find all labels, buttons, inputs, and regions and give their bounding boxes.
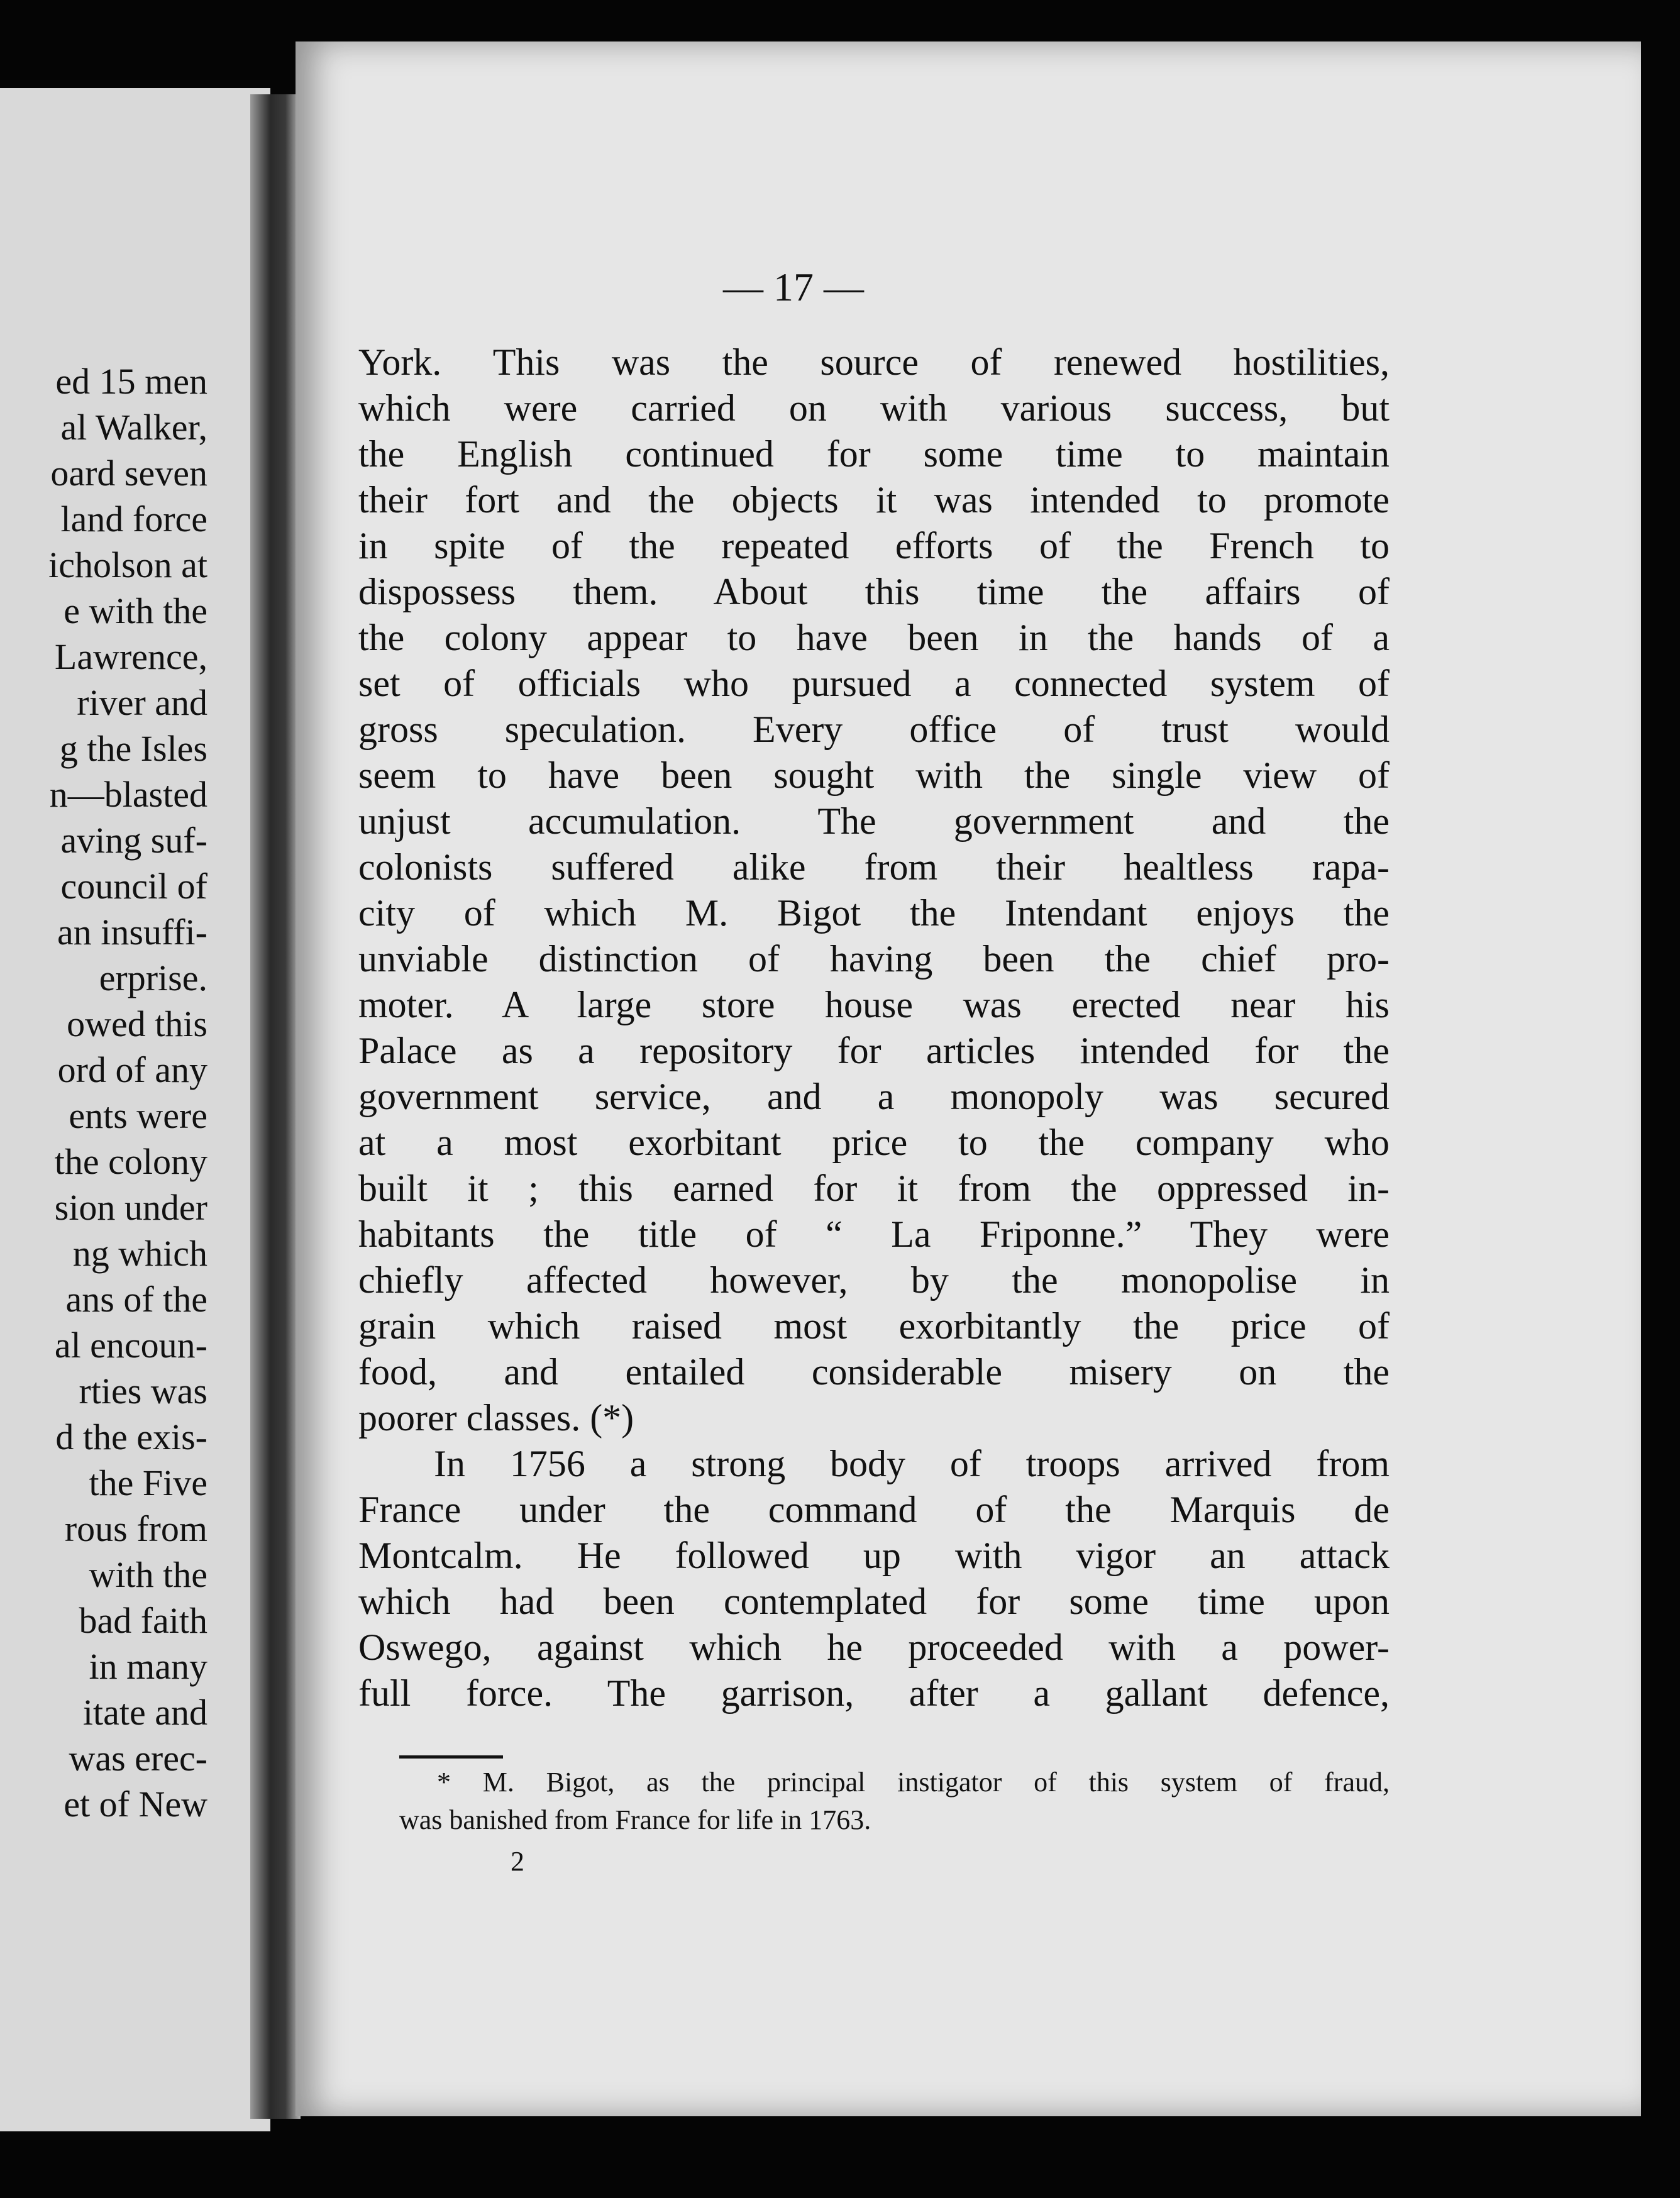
- body-line: chiefly affected however, by the monopolise in: [358, 1259, 1390, 1301]
- left-page: [0, 88, 270, 2131]
- body-line: seem to have been sought with the single view of: [358, 754, 1390, 796]
- body-line: moter. A large store house was erected near his: [358, 984, 1390, 1025]
- page-number: — 17 —: [723, 265, 864, 309]
- left-page-line: al encoun-: [54, 1325, 207, 1366]
- left-page-line: rous from: [64, 1508, 207, 1549]
- left-page-line: land force: [60, 499, 207, 539]
- body-line: gross speculation. Every office of trust would: [358, 709, 1390, 750]
- left-page-line: e with the: [64, 590, 207, 631]
- left-page-line: with the: [89, 1554, 207, 1595]
- body-line: grain which raised most exorbitantly the price of: [358, 1305, 1390, 1347]
- body-line: the colony appear to have been in the hands of a: [358, 617, 1390, 658]
- left-page-line: the Five: [89, 1462, 207, 1503]
- left-page-line: sion under: [54, 1187, 207, 1228]
- left-page-line: ng which: [72, 1233, 207, 1274]
- left-page-line: icholson at: [48, 544, 207, 585]
- left-page-line: aving suf-: [60, 820, 207, 861]
- body-line: government service, and a monopoly was secured: [358, 1076, 1390, 1117]
- body-line: Palace as a repository for articles intended for the: [358, 1030, 1390, 1071]
- body-line: France under the command of the Marquis de: [358, 1489, 1390, 1530]
- footnote-line: * M. Bigot, as the principal instigator of this system of fraud,: [437, 1767, 1390, 1798]
- left-page-line: an insuffi-: [57, 912, 207, 953]
- body-line: unviable distinction of having been the chief pro-: [358, 938, 1390, 980]
- body-line: the English continued for some time to maintain: [358, 433, 1390, 475]
- left-page-line: g the Isles: [59, 728, 207, 769]
- signature-mark: 2: [511, 1846, 524, 1877]
- footnote-rule: [399, 1755, 503, 1759]
- body-line: in spite of the repeated efforts of the French to: [358, 525, 1390, 566]
- book-gutter: [250, 94, 301, 2119]
- left-page-line: ents were: [69, 1095, 207, 1136]
- left-page-line: oard seven: [50, 453, 207, 494]
- left-page-line: ord of any: [57, 1049, 207, 1090]
- body-line: unjust accumulation. The government and the: [358, 800, 1390, 842]
- body-line: colonists suffered alike from their healtless rapa-: [358, 846, 1390, 888]
- left-page-line: et of New: [64, 1784, 207, 1825]
- left-page-line: in many: [89, 1646, 207, 1687]
- footnote-line: was banished from France for life in 1763.: [399, 1804, 871, 1835]
- body-line: food, and entailed considerable misery on the: [358, 1351, 1390, 1393]
- left-page-line: river and: [77, 682, 207, 723]
- left-page-line: itate and: [82, 1692, 207, 1733]
- left-page-line: ans of the: [65, 1279, 207, 1320]
- footnote: [399, 1764, 1390, 1839]
- body-line: set of officials who pursued a connected system of: [358, 663, 1390, 704]
- body-line: city of which M. Bigot the Intendant enjoys the: [358, 892, 1390, 934]
- body-line: which had been contemplated for some time upon: [358, 1581, 1390, 1622]
- body-line: which were carried on with various success, but: [358, 387, 1390, 429]
- left-page-line: Lawrence,: [54, 636, 207, 677]
- body-line: at a most exorbitant price to the company who: [358, 1122, 1390, 1163]
- left-page-line: n—blasted: [49, 774, 207, 815]
- body-line: built it ; this earned for it from the oppressed in-: [358, 1168, 1390, 1209]
- left-page-line: d the exis-: [55, 1417, 207, 1457]
- body-line: Oswego, against which he proceeded with a power-: [358, 1626, 1390, 1668]
- body-line: poorer classes. (*): [358, 1397, 634, 1439]
- body-line: York. This was the source of renewed hostilities,: [358, 341, 1390, 383]
- body-line: Montcalm. He followed up with vigor an attack: [358, 1535, 1390, 1576]
- body-text: [358, 340, 1390, 1716]
- left-page-line: ed 15 men: [55, 361, 207, 402]
- left-page-line: council of: [60, 866, 207, 907]
- left-page-line: erprise.: [99, 958, 207, 998]
- body-line: dispossess them. About this time the affairs of: [358, 571, 1390, 612]
- body-line: full force. The garrison, after a gallant defence,: [358, 1672, 1390, 1714]
- left-page-line: bad faith: [79, 1600, 207, 1641]
- body-line: their fort and the objects it was intended to promote: [358, 479, 1390, 521]
- left-page-line: was erec-: [69, 1738, 207, 1779]
- left-page-line: the colony: [54, 1141, 207, 1182]
- body-line: In 1756 a strong body of troops arrived from: [434, 1443, 1390, 1484]
- left-page-line: rties was: [79, 1371, 207, 1411]
- body-line: habitants the title of “ La Friponne.” They were: [358, 1213, 1390, 1255]
- left-page-line: owed this: [67, 1003, 207, 1044]
- left-page-line: al Walker,: [60, 407, 207, 448]
